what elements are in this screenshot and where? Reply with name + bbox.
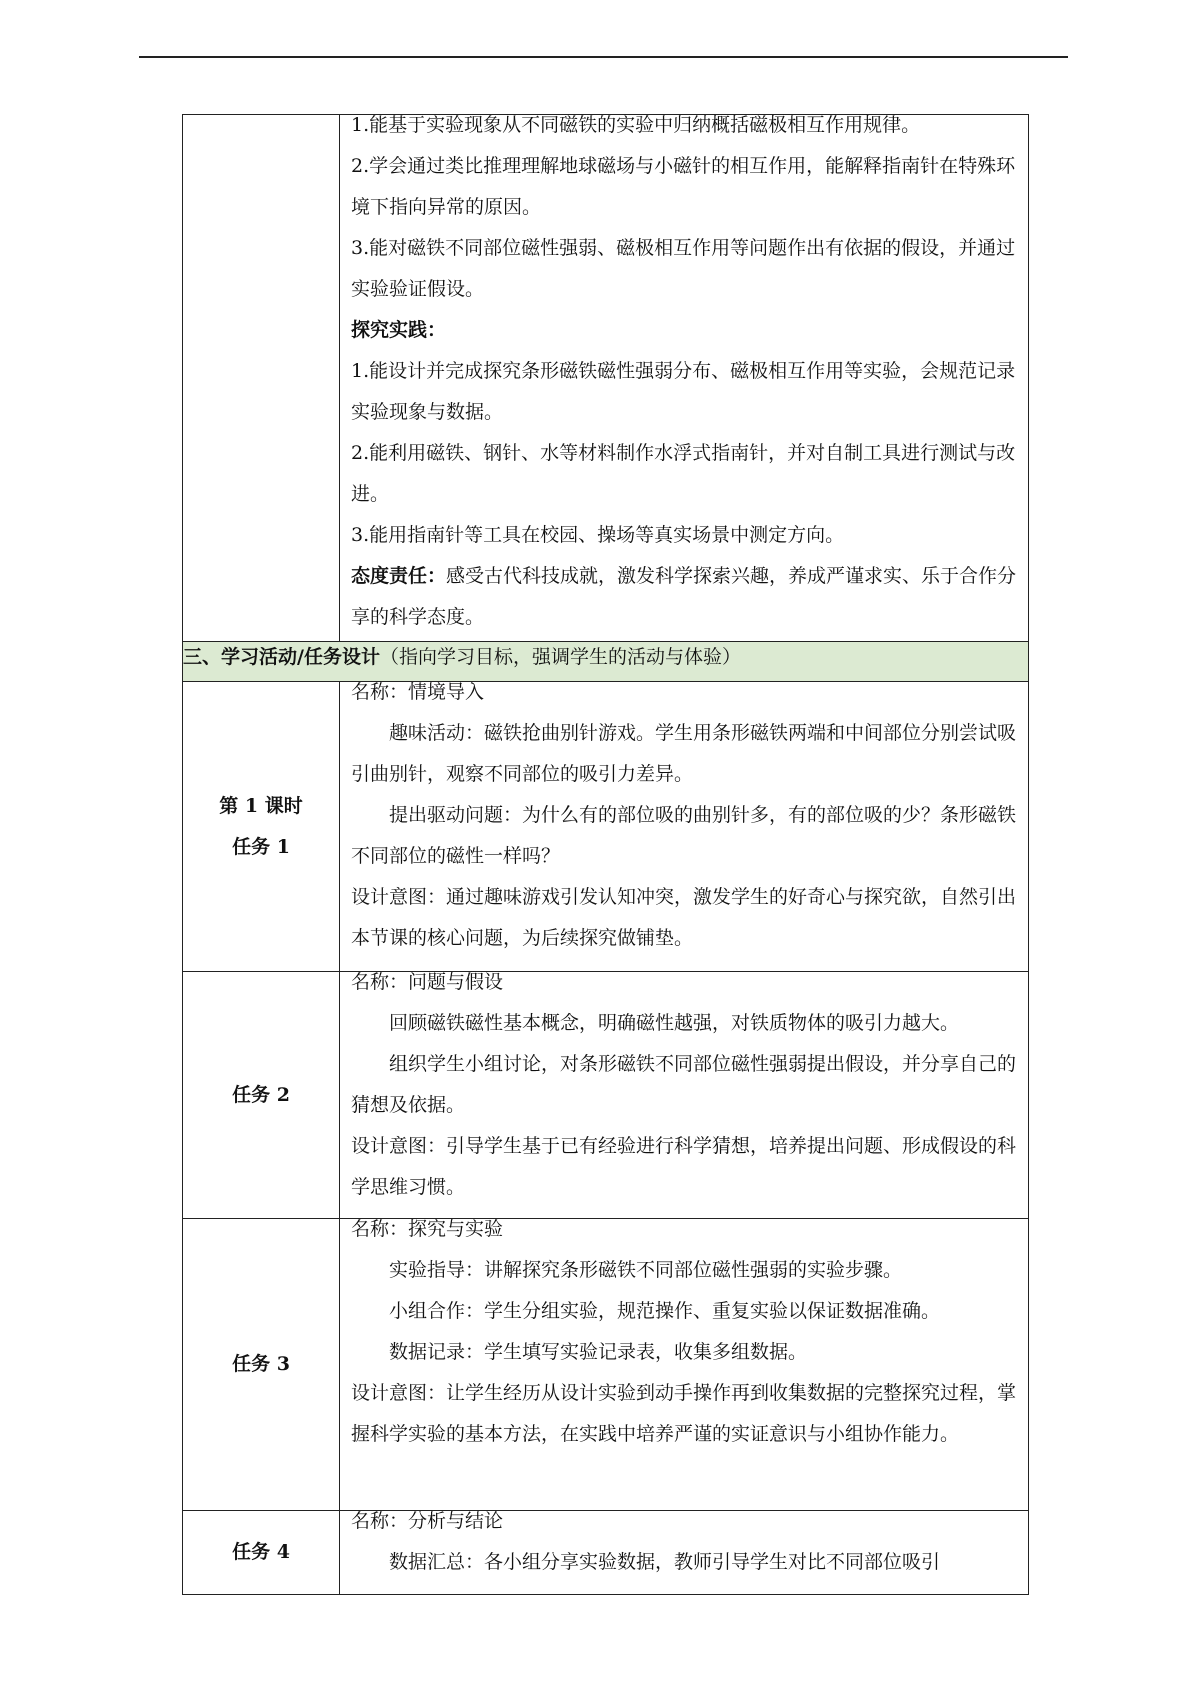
objectives-content-cell (340, 115, 1029, 642)
task-1-intent: 设计意图：通过趣味游戏引发认知冲突，激发学生的好奇心与探究欲，自然引出本节课的核心问题，为后续探究做铺垫。 (351, 886, 1017, 949)
task-1-para-2: 提出驱动问题：为什么有的部位吸的曲别针多，有的部位吸的少？条形磁铁不同部位的磁性一样吗？ (351, 804, 1017, 867)
objectives-row (183, 115, 1029, 642)
task-row-4 (183, 1511, 1029, 1595)
task-3-intent: 设计意图：让学生经历从设计实验到动手操作再到收集数据的完整探究过程，掌握科学实验的基本方法，在实践中培养严谨的实证意识与小组协作能力。 (351, 1382, 1017, 1445)
task-3-content-cell (340, 1219, 1029, 1511)
lesson-plan-table (182, 114, 1029, 1595)
task-row-3 (183, 1219, 1029, 1511)
task-4-para-1: 数据汇总：各小组分享实验数据，教师引导学生对比不同部位吸引 (389, 1551, 941, 1573)
objective-practice-3: 3.能用指南针等工具在校园、操场等真实场景中测定方向。 (351, 524, 845, 546)
task-3-label-cell (183, 1219, 340, 1511)
attitude-text: 感受古代科技成就，激发科学探索兴趣，养成严谨求实、乐于合作分享的科学态度。 (351, 565, 1017, 628)
task-4-label-cell (183, 1511, 340, 1595)
task-2-label-cell (183, 972, 340, 1219)
attitude-paragraph (351, 556, 1019, 638)
task-2-content-cell (340, 972, 1029, 1219)
objective-thinking-2: 2.学会通过类比推理理解地球磁场与小磁针的相互作用，能解释指南针在特殊环境下指向异常的原因。 (351, 155, 1016, 218)
task-4-name: 名称：分析与结论 (351, 1510, 504, 1532)
objective-practice-2: 2.能利用磁铁、钢针、水等材料制作水浮式指南针，并对自制工具进行测试与改进。 (351, 442, 1016, 505)
task-2-para-1: 回顾磁铁磁性基本概念，明确磁性越强，对铁质物体的吸引力越大。 (389, 1012, 960, 1034)
page-header-rule (139, 56, 1068, 58)
practice-heading: 探究实践： (351, 319, 447, 341)
task-1-name: 名称：情境导入 (351, 681, 485, 703)
objective-thinking-3: 3.能对磁铁不同部位磁性强弱、磁极相互作用等问题作出有依据的假设，并通过实验验证假设。 (351, 237, 1016, 300)
task-3-para-1: 实验指导：讲解探究条形磁铁不同部位磁性强弱的实验步骤。 (389, 1259, 903, 1281)
section3-note: （指向学习目标，强调学生的活动与体验） (379, 646, 741, 668)
task-1-content-cell (340, 682, 1029, 972)
task-2-label: 任务 2 (232, 1083, 290, 1106)
task-2-name: 名称：问题与假设 (351, 971, 504, 993)
task-3-name: 名称：探究与实验 (351, 1218, 504, 1240)
task-3-label: 任务 3 (232, 1353, 290, 1375)
section3-title: 三、学习活动/任务设计 (183, 646, 380, 668)
task-1-label-cell (183, 682, 340, 972)
task-4-label: 任务 4 (232, 1541, 290, 1563)
task-2-para-2: 组织学生小组讨论，对条形磁铁不同部位磁性强弱提出假设，并分享自己的猜想及依据。 (351, 1053, 1017, 1116)
task-3-para-2: 小组合作：学生分组实验，规范操作、重复实验以保证数据准确。 (389, 1300, 941, 1322)
task-3-para-3: 数据记录：学生填写实验记录表，收集多组数据。 (389, 1341, 808, 1363)
task-row-1 (183, 682, 1029, 972)
task-1-label: 任务 1 (232, 835, 290, 858)
objectives-label-cell (183, 115, 340, 642)
task-4-content-cell (340, 1511, 1029, 1595)
task-1-lesson-label: 第 1 课时 (219, 794, 303, 817)
task-2-intent: 设计意图：引导学生基于已有经验进行科学猜想，培养提出问题、形成假设的科学思维习惯。 (351, 1135, 1017, 1198)
objective-practice-1: 1.能设计并完成探究条形磁铁磁性强弱分布、磁极相互作用等实验，会规范记录实验现象与数据。 (351, 360, 1016, 423)
objective-thinking-1: 1.能基于实验现象从不同磁铁的实验中归纳概括磁极相互作用规律。 (351, 114, 921, 136)
task-row-2 (183, 972, 1029, 1219)
task-1-para-1: 趣味活动：磁铁抢曲别针游戏。学生用条形磁铁两端和中间部位分别尝试吸引曲别针，观察不同部位的吸引力差异。 (351, 722, 1017, 785)
attitude-heading: 态度责任： (351, 565, 447, 587)
